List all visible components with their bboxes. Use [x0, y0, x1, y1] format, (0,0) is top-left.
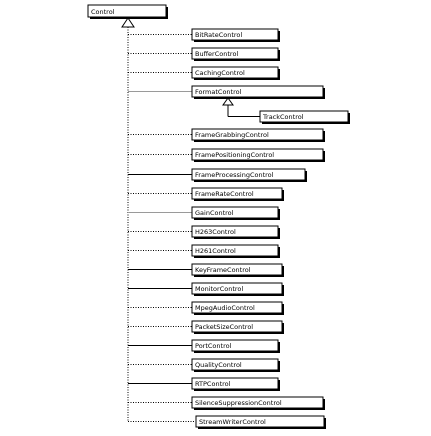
class-box-track-control: [260, 111, 350, 124]
class-name-label: Control: [91, 8, 115, 16]
class-name-label: H263Control: [195, 228, 236, 236]
class-name-label: RTPControl: [195, 380, 231, 388]
class-box-mpeg-audio-control: [192, 302, 284, 315]
class-box-quality-control: [192, 359, 280, 372]
class-name-label: MonitorControl: [195, 285, 244, 293]
class-name-label: QualityControl: [195, 361, 242, 369]
class-box-silence-suppression-control: [192, 397, 325, 410]
class-box-stream-writer-control: [196, 416, 326, 429]
inheritance-arrowhead: [122, 18, 134, 27]
class-name-label: GainControl: [195, 209, 234, 217]
class-name-label: H261Control: [195, 247, 236, 255]
class-name-label: FormatControl: [195, 88, 242, 96]
class-box-buffer-control: [192, 48, 280, 61]
class-box-port-control: [192, 340, 280, 353]
class-box-gain-control: [192, 207, 280, 220]
class-box-frame-positioning-control: [192, 149, 325, 162]
class-box-frame-rate-control: [192, 188, 284, 201]
class-box-monitor-control: [192, 283, 284, 296]
class-box-control: [88, 5, 168, 19]
class-name-label: BitRateControl: [195, 31, 243, 39]
class-box-frame-grabbing-control: [192, 129, 325, 142]
class-box-format-control: [192, 86, 325, 99]
class-nodes: [88, 5, 350, 429]
class-name-label: PortControl: [195, 342, 232, 350]
class-name-label: FrameRateControl: [195, 190, 254, 198]
class-name-label: TrackControl: [263, 113, 304, 121]
class-name-label: BufferControl: [195, 50, 239, 58]
class-box-h261-control: [192, 245, 280, 258]
class-box-packet-size-control: [192, 321, 284, 334]
class-name-label: KeyFrameControl: [195, 266, 251, 274]
class-name-label: MpegAudioControl: [195, 304, 255, 312]
class-name-label: FrameProcessingControl: [195, 171, 274, 179]
class-box-key-frame-control: [192, 264, 284, 277]
class-box-bit-rate-control: [192, 29, 280, 42]
class-box-rtp-control: [192, 378, 280, 391]
class-box-h263-control: [192, 226, 280, 239]
class-name-label: FramePositioningControl: [195, 151, 275, 159]
class-name-label: PacketSizeControl: [195, 323, 254, 331]
inheritance-arrowhead: [223, 98, 233, 105]
class-name-label: SilenceSuppressionControl: [195, 399, 282, 407]
class-name-label: StreamWriterControl: [199, 418, 266, 426]
class-name-label: CachingControl: [195, 69, 245, 77]
class-name-label: FrameGrabbingControl: [195, 131, 269, 139]
class-box-caching-control: [192, 67, 280, 80]
class-box-frame-processing-control: [192, 169, 307, 182]
